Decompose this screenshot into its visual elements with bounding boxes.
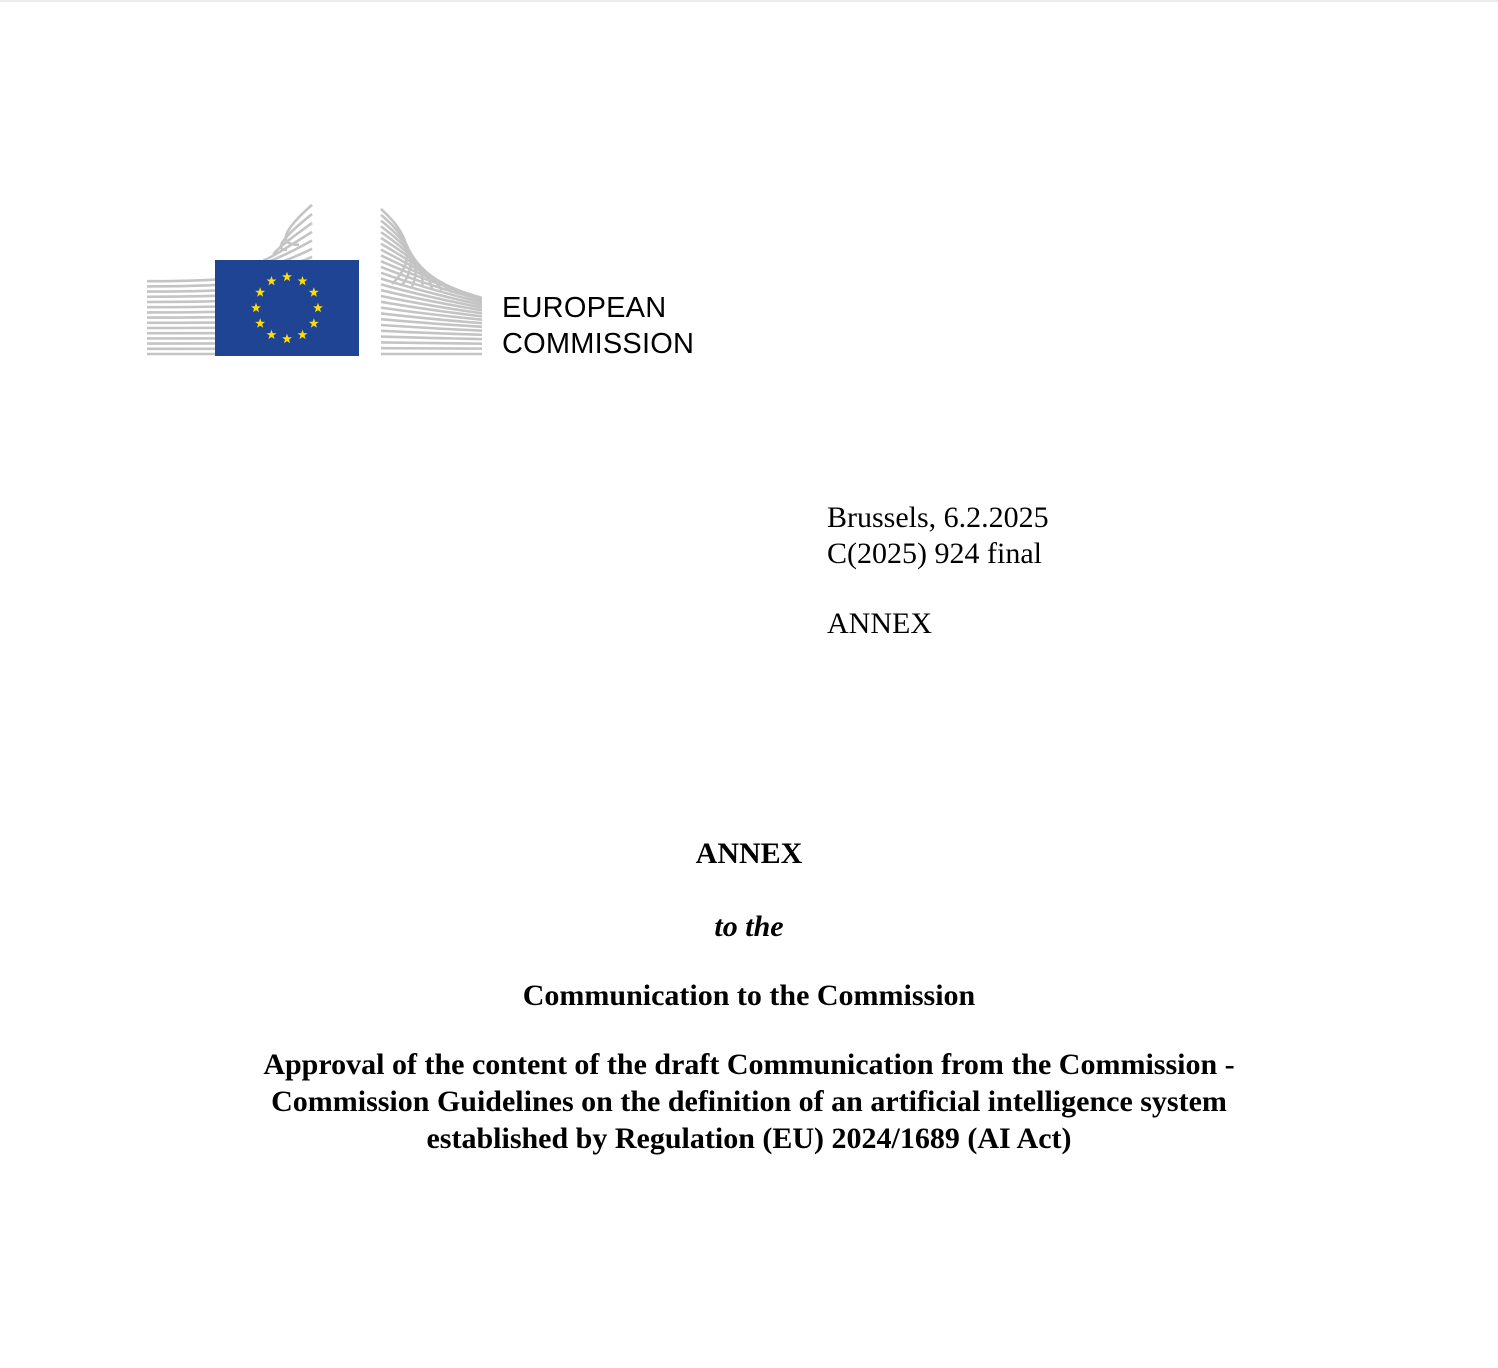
title-subject	[0, 1046, 1498, 1157]
place-date: Brussels, 6.2.2025	[827, 501, 1049, 534]
title-heading: ANNEX	[695, 837, 803, 870]
title-subject-line: established by Regulation (EU) 2024/1689 (AI Act)	[426, 1122, 1072, 1155]
document-reference	[827, 500, 1049, 642]
document-number: C(2025) 924 final	[827, 537, 1042, 570]
organisation-name-line2: COMMISSION	[502, 328, 695, 360]
annex-label: ANNEX	[827, 607, 932, 640]
organisation-name	[502, 290, 694, 362]
building-stripes-right	[381, 209, 482, 354]
title-subject-line: Commission Guidelines on the definition of an artificial intelligence system	[271, 1085, 1227, 1118]
title-communication: Communication to the Commission	[522, 979, 976, 1012]
title-subject-line: Approval of the content of the draft Communication from the Commission -	[263, 1048, 1235, 1081]
organisation-name-line1: EUROPEAN	[502, 292, 667, 324]
page-top-edge	[0, 0, 1498, 2]
title-connector: to the	[714, 910, 784, 943]
building-stripe	[381, 342, 482, 343]
european-commission-logo-icon	[147, 192, 482, 358]
building-stripe	[381, 337, 482, 340]
building-stripe	[381, 331, 482, 335]
